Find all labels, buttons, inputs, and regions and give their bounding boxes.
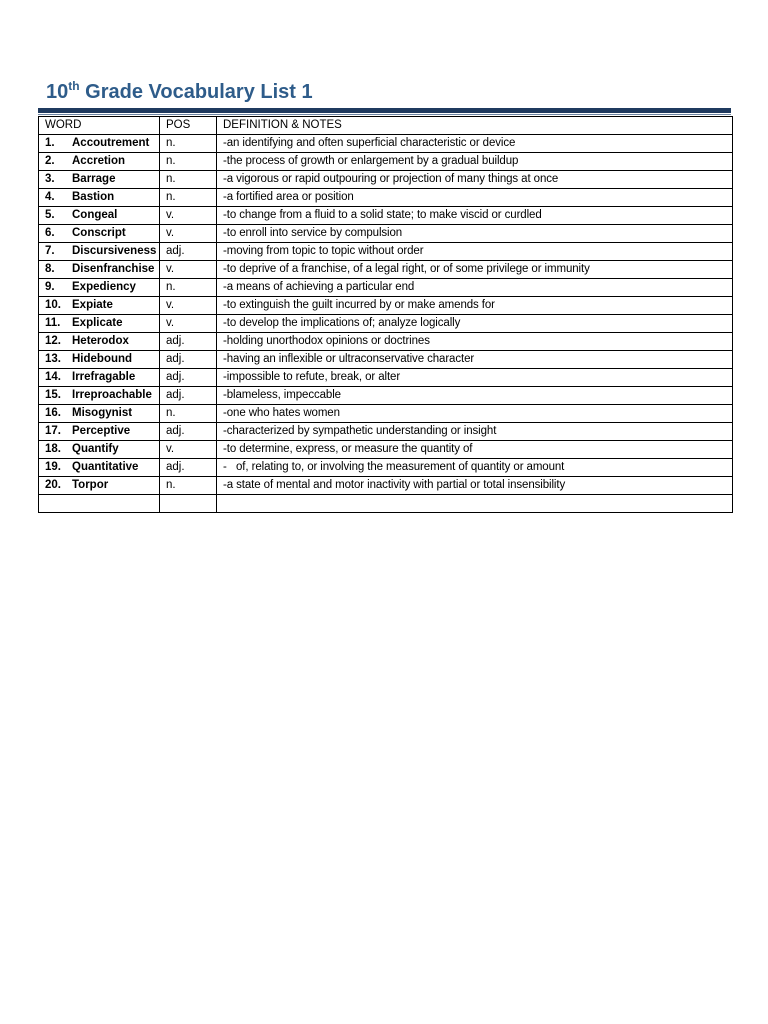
pos-cell: adj. — [160, 459, 217, 477]
pos-cell: n. — [160, 279, 217, 297]
table-row — [39, 315, 733, 333]
definition-cell: -characterized by sympathetic understanding or insight — [217, 423, 733, 441]
empty-row — [39, 495, 733, 513]
pos-cell: n. — [160, 405, 217, 423]
definition-cell: -one who hates women — [217, 405, 733, 423]
pos-cell: v. — [160, 441, 217, 459]
pos-cell: adj. — [160, 423, 217, 441]
word-cell — [39, 441, 160, 459]
header-word: WORD — [39, 117, 160, 135]
word-cell — [39, 459, 160, 477]
title-suffix: Grade Vocabulary List 1 — [79, 81, 313, 103]
word-cell — [39, 153, 160, 171]
vocabulary-word: Expediency — [72, 281, 136, 293]
pos-cell: n. — [160, 135, 217, 153]
table-row — [39, 369, 733, 387]
pos-cell: adj. — [160, 351, 217, 369]
pos-cell: adj. — [160, 387, 217, 405]
word-number: 15. — [45, 389, 61, 401]
definition-cell: -an identifying and often superficial characteristic or device — [217, 135, 733, 153]
vocabulary-word: Irrefragable — [72, 371, 136, 383]
page-title — [46, 79, 313, 107]
empty-definition-cell — [217, 495, 733, 513]
table-row — [39, 261, 733, 279]
table-row — [39, 351, 733, 369]
word-cell — [39, 477, 160, 495]
table-row — [39, 333, 733, 351]
title-prefix: 10 — [46, 81, 69, 103]
word-cell — [39, 135, 160, 153]
pos-cell: v. — [160, 225, 217, 243]
table-row — [39, 297, 733, 315]
word-cell — [39, 351, 160, 369]
definition-cell: -having an inflexible or ultraconservative character — [217, 351, 733, 369]
table-row — [39, 387, 733, 405]
definition-cell: -a state of mental and motor inactivity with partial or total insensibility — [217, 477, 733, 495]
table-row — [39, 441, 733, 459]
pos-cell: v. — [160, 261, 217, 279]
definition-cell: -to deprive of a franchise, of a legal right, or of some privilege or immunity — [217, 261, 733, 279]
vocabulary-word: Misogynist — [72, 407, 133, 419]
word-cell — [39, 279, 160, 297]
vocabulary-word: Disenfranchise — [72, 263, 155, 275]
definition-cell: -to enroll into service by compulsion — [217, 225, 733, 243]
word-cell — [39, 171, 160, 189]
word-cell — [39, 387, 160, 405]
word-cell — [39, 225, 160, 243]
word-number: 8. — [45, 263, 55, 275]
vocabulary-word: Torpor — [72, 479, 109, 491]
definition-cell: - of, relating to, or involving the measurement of quantity or amount — [217, 459, 733, 477]
table-row — [39, 135, 733, 153]
vocabulary-word: Perceptive — [72, 425, 131, 437]
definition-cell: -the process of growth or enlargement by a gradual buildup — [217, 153, 733, 171]
empty-pos-cell — [160, 495, 217, 513]
word-cell — [39, 315, 160, 333]
word-number: 5. — [45, 209, 55, 221]
pos-cell: n. — [160, 153, 217, 171]
vocabulary-word: Quantitative — [72, 461, 139, 473]
table-body — [39, 135, 733, 513]
definition-cell: -blameless, impeccable — [217, 387, 733, 405]
word-number: 14. — [45, 371, 61, 383]
word-cell — [39, 243, 160, 261]
vocabulary-word: Barrage — [72, 173, 116, 185]
vocabulary-word: Conscript — [72, 227, 126, 239]
vocabulary-word: Quantify — [72, 443, 119, 455]
definition-cell: -to change from a fluid to a solid state; to make viscid or curdled — [217, 207, 733, 225]
pos-cell: n. — [160, 477, 217, 495]
pos-cell: adj. — [160, 333, 217, 351]
word-number: 7. — [45, 245, 55, 257]
word-cell — [39, 261, 160, 279]
word-cell — [39, 297, 160, 315]
vocabulary-word: Congeal — [72, 209, 118, 221]
table-row — [39, 477, 733, 495]
word-number: 13. — [45, 353, 61, 365]
table-row — [39, 171, 733, 189]
vocabulary-word: Expiate — [72, 299, 113, 311]
table-row — [39, 225, 733, 243]
pos-cell: adj. — [160, 243, 217, 261]
word-number: 12. — [45, 335, 61, 347]
title-divider-thick — [38, 108, 731, 113]
table-row — [39, 189, 733, 207]
word-number: 18. — [45, 443, 61, 455]
table-row — [39, 423, 733, 441]
pos-cell: adj. — [160, 369, 217, 387]
word-number: 19. — [45, 461, 61, 473]
word-number: 11. — [45, 317, 61, 329]
vocabulary-word: Heterodox — [72, 335, 129, 347]
definition-cell: -impossible to refute, break, or alter — [217, 369, 733, 387]
table-header-row — [39, 117, 733, 135]
pos-cell: v. — [160, 207, 217, 225]
pos-cell: v. — [160, 315, 217, 333]
word-number: 2. — [45, 155, 55, 167]
word-number: 3. — [45, 173, 55, 185]
word-cell — [39, 369, 160, 387]
word-number: 17. — [45, 425, 61, 437]
word-cell — [39, 207, 160, 225]
table-row — [39, 459, 733, 477]
word-number: 4. — [45, 191, 55, 203]
word-cell — [39, 333, 160, 351]
title-superscript: th — [68, 79, 80, 93]
word-number: 9. — [45, 281, 55, 293]
word-number: 10. — [45, 299, 61, 311]
header-definition: DEFINITION & NOTES — [217, 117, 733, 135]
word-cell — [39, 423, 160, 441]
title-divider-thin — [38, 114, 731, 115]
word-cell — [39, 189, 160, 207]
definition-cell: -a vigorous or rapid outpouring or projection of many things at once — [217, 171, 733, 189]
vocabulary-word: Hidebound — [72, 353, 133, 365]
word-cell — [39, 405, 160, 423]
table-row — [39, 405, 733, 423]
pos-cell: n. — [160, 189, 217, 207]
vocabulary-word: Accretion — [72, 155, 126, 167]
definition-cell: -to determine, express, or measure the quantity of — [217, 441, 733, 459]
vocabulary-word: Discursiveness — [72, 245, 157, 257]
word-number: 20. — [45, 479, 61, 491]
vocabulary-word: Bastion — [72, 191, 115, 203]
header-pos: POS — [160, 117, 217, 135]
table-row — [39, 207, 733, 225]
definition-cell: -a fortified area or position — [217, 189, 733, 207]
word-number: 1. — [45, 137, 55, 149]
definition-cell: -holding unorthodox opinions or doctrines — [217, 333, 733, 351]
vocabulary-word: Accoutrement — [72, 137, 150, 149]
definition-cell: -moving from topic to topic without order — [217, 243, 733, 261]
vocabulary-word: Irreproachable — [72, 389, 152, 401]
word-number: 6. — [45, 227, 55, 239]
pos-cell: n. — [160, 171, 217, 189]
vocabulary-table — [38, 116, 733, 513]
word-number: 16. — [45, 407, 61, 419]
empty-word-cell — [39, 495, 160, 513]
definition-cell: -to develop the implications of; analyze logically — [217, 315, 733, 333]
definition-cell: -a means of achieving a particular end — [217, 279, 733, 297]
vocabulary-word: Explicate — [72, 317, 123, 329]
table-row — [39, 243, 733, 261]
definition-cell: -to extinguish the guilt incurred by or make amends for — [217, 297, 733, 315]
table-row — [39, 153, 733, 171]
pos-cell: v. — [160, 297, 217, 315]
table-row — [39, 279, 733, 297]
